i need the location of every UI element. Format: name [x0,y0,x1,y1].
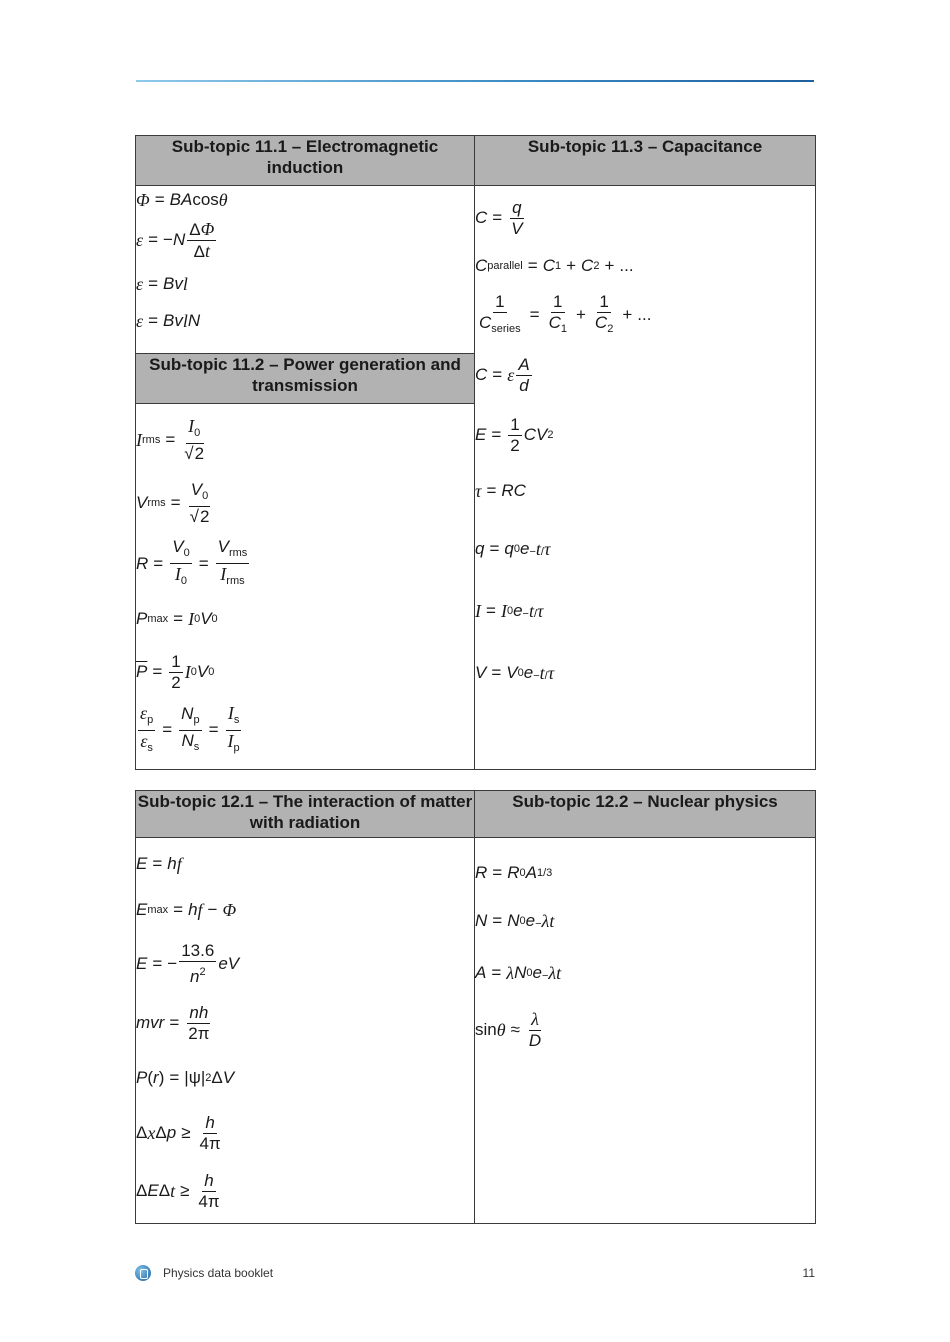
formula-table-topic-12 [135,790,816,1224]
formula-uncertainty-position: Δ x Δ p ≥ $\frac{h}{4\pi}$ [136,1112,221,1153]
cell-11-3-formulas [475,186,816,770]
formula-faraday: ε = − N $\frac{\Delta\Phi}{\Delta t}$ [136,218,215,261]
formula-current-decay: I = I 0 e −t/τ [475,600,544,621]
cell-12-1-formulas [136,838,475,1224]
formula-irms: I rms = $\frac{I_0}{√2}$ [136,416,205,463]
formula-resistance-ac: R = $\frac{V_0}{I_0}$ = $\frac{V_{rms}}{I_{rms}}$ [136,537,248,587]
formula-energy: E = $\frac{1}{2}$ CV 2 [475,414,554,455]
header-12-1: Sub-topic 12.1 – The interaction of matter with radiation [136,791,475,838]
header-11-3: Sub-topic 11.3 – Capacitance [475,136,816,186]
formula-flux: Φ = BA cos θ [136,189,228,210]
header-11-1: Sub-topic 11.1 – Electromagnetic induction [136,136,475,186]
formula-nuclear-radius: R = R 0 A 1/3 [475,863,553,882]
formula-capacitance: C = $\frac{q}{V}$ [475,197,523,238]
formula-probability: P ( r ) = |ψ| 2 Δ V [136,1068,235,1087]
formula-average-power: $\overline{P}$ = $\frac{1}{2}$ I 0 V 0 [136,651,215,692]
formula-motional-emf-n: ε = Bv l N [136,310,201,331]
formula-bohr-angular-momentum: mvr = $\frac{nh}{2\pi}$ [136,1002,210,1043]
formula-series: $\frac{1}{C_{series}}$ = $\frac{1}{C_1}$ + $\frac{1}{C_2}$ + ... [479,291,652,335]
formula-plate-capacitor: C = ε $\frac{A}{d}$ [475,354,530,395]
formula-activity: A = λ N 0 e −λt [475,962,562,983]
formula-diffraction: sin θ ≈ $\frac{\lambda}{D}$ [475,1009,542,1050]
header-12-2: Sub-topic 12.2 – Nuclear physics [475,791,816,838]
booklet-title: Physics data booklet [163,1266,274,1280]
formula-parallel: C parallel = C 1 + C 2 + ... [475,256,634,275]
formula-uncertainty-energy: Δ E Δ t ≥ $\frac{h}{4\pi}$ [136,1170,220,1211]
header-rule [136,80,814,82]
header-11-2: Sub-topic 11.2 – Power generation and transmission [136,354,475,404]
formula-decay-number: N = N 0 e −λt [475,910,555,931]
formula-time-constant: τ = RC [475,480,526,501]
formula-pmax: P max = I 0 V 0 [136,608,218,629]
page-footer [135,1263,815,1283]
formula-photoelectric: E max = h f − Φ [136,899,237,920]
cell-11-2-formulas [136,404,475,770]
formula-motional-emf: ε = Bv l [136,273,188,294]
page-number: 11 [802,1266,815,1280]
cell-12-2-formulas [475,838,816,1224]
formula-vrms: V rms = $\frac{V_0}{√2}$ [136,479,210,526]
formula-transformer: $\frac{\varepsilon_p}{\varepsilon_s}$ = $\frac{N_p}{N_s}$ = $\frac{I_s}{I_p}$ [140,702,240,754]
formula-table-topic-11 [135,135,816,770]
ib-logo-icon [135,1265,151,1281]
formula-charge-decay: q = q 0 e −t/τ [475,538,551,559]
cell-11-1-formulas [136,186,475,354]
formula-voltage-decay: V = V 0 e −t/τ [475,662,555,683]
formula-hydrogen-levels: E = − $\frac{13.6}{n^2}$ eV [136,941,240,986]
formula-photon-energy: E = h f [136,853,182,874]
